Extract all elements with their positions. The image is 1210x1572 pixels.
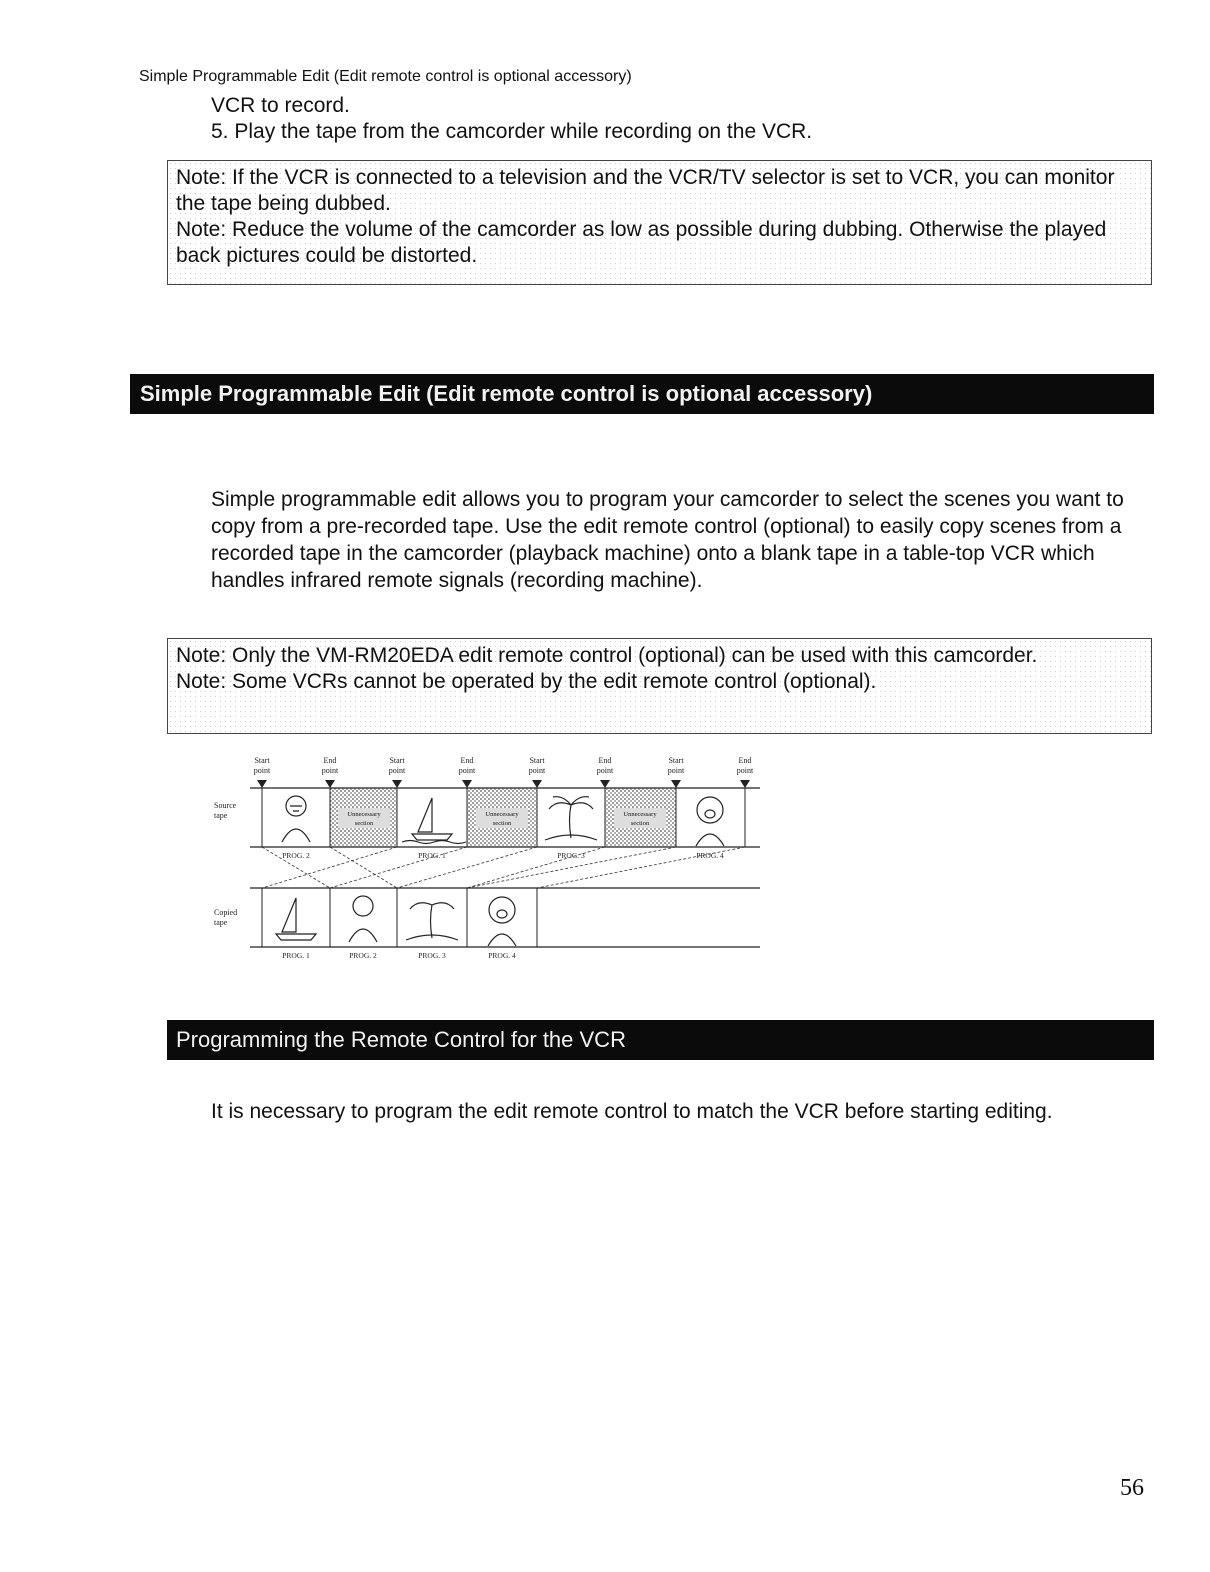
running-header: Simple Programmable Edit (Edit remote control is optional accessory) xyxy=(139,68,632,85)
note-monitor-tape: Note: If the VCR is connected to a television and the VCR/TV selector is set to VCR, you can monitor the tape being dubbed. xyxy=(176,166,1115,215)
sailboat-sketch xyxy=(402,798,466,844)
copied-frame-old-man xyxy=(330,888,397,947)
note-box-dubbing xyxy=(167,160,1152,285)
label-end-3: End xyxy=(598,756,612,765)
source-prog-3: PROG. 3 xyxy=(557,851,585,860)
section-2-paragraph: It is necessary to program the edit remote control to match the VCR before starting editing. xyxy=(211,1100,1053,1123)
step-5-text: 5. Play the tape from the camcorder while recording on the VCR. xyxy=(211,120,813,143)
section-1-paragraph: Simple programmable edit allows you to program your camcorder to select the scenes you want to copy from a pre-recorded tape. Use the edit remote control (optional) to easily copy scenes from a recorded tape in the camcorder (playback machine) onto a blank tape in a table-top VCR which handles infrared remote signals (recording machine). xyxy=(211,488,1124,592)
note-box-remote xyxy=(167,638,1152,734)
mapping-lines xyxy=(262,847,745,888)
copied-tape-label-2: tape xyxy=(214,918,228,927)
unnecessary-2-line2: section xyxy=(492,820,512,827)
label-point-5: point xyxy=(528,766,546,775)
copied-prog-1: PROG. 1 xyxy=(282,951,310,960)
section-title-simple-programmable-edit: Simple Programmable Edit (Edit remote control is optional accessory) xyxy=(130,374,1154,414)
label-point-6: point xyxy=(596,766,614,775)
page-number: 56 xyxy=(1120,1475,1144,1501)
label-end-2: End xyxy=(460,756,474,765)
unnecessary-2-line1: Unnecessary xyxy=(485,811,519,818)
copied-prog-4: PROG. 4 xyxy=(488,951,516,960)
source-tape-label-1: Source xyxy=(214,801,237,810)
source-frame-palm xyxy=(537,788,605,847)
label-point-7: point xyxy=(667,766,685,775)
note-only-model: Note: Only the VM-RM20EDA edit remote control (optional) can be used with this camcorder. xyxy=(176,644,1038,667)
note-some-vcrs: Note: Some VCRs cannot be operated by the edit remote control (optional). xyxy=(176,670,877,693)
section-title-programming-remote: Programming the Remote Control for the VCR xyxy=(167,1020,1154,1060)
copied-frame-palm xyxy=(397,888,467,947)
unnecessary-3-line1: Unnecessary xyxy=(623,811,657,818)
old-man-sketch xyxy=(282,796,310,842)
singer-sketch xyxy=(696,797,724,846)
copied-prog-3: PROG. 3 xyxy=(418,951,446,960)
continued-step-text: VCR to record. xyxy=(211,94,350,117)
source-prog-2: PROG. 2 xyxy=(282,851,310,860)
copied-prog-2: PROG. 2 xyxy=(349,951,377,960)
source-prog-4: PROG. 4 xyxy=(696,851,724,860)
label-end-1: End xyxy=(323,756,337,765)
source-frame-old-man xyxy=(262,788,330,847)
label-end-4: End xyxy=(738,756,752,765)
label-start-4: Start xyxy=(668,756,684,765)
label-start-3: Start xyxy=(529,756,545,765)
label-point-4: point xyxy=(458,766,476,775)
label-point-3: point xyxy=(388,766,406,775)
label-start-2: Start xyxy=(389,756,405,765)
edit-diagram xyxy=(200,750,780,970)
palm-sketch xyxy=(545,797,597,840)
note-reduce-volume: Note: Reduce the volume of the camcorder as low as possible during dubbing. Otherwise the played back pictures could be distorted. xyxy=(176,218,1107,267)
source-tape-label-2: tape xyxy=(214,811,228,820)
copied-sketches xyxy=(276,896,516,946)
unnecessary-1-line1: Unnecessary xyxy=(347,811,381,818)
copied-tape-label-1: Copied xyxy=(214,908,238,917)
label-point-1: point xyxy=(253,766,271,775)
unnecessary-1-line2: section xyxy=(354,820,374,827)
unnecessary-3-line2: section xyxy=(630,820,650,827)
label-point-8: point xyxy=(736,766,754,775)
label-point-2: point xyxy=(321,766,339,775)
source-prog-1: PROG. 1 xyxy=(418,851,446,860)
label-start-1: Start xyxy=(254,756,270,765)
